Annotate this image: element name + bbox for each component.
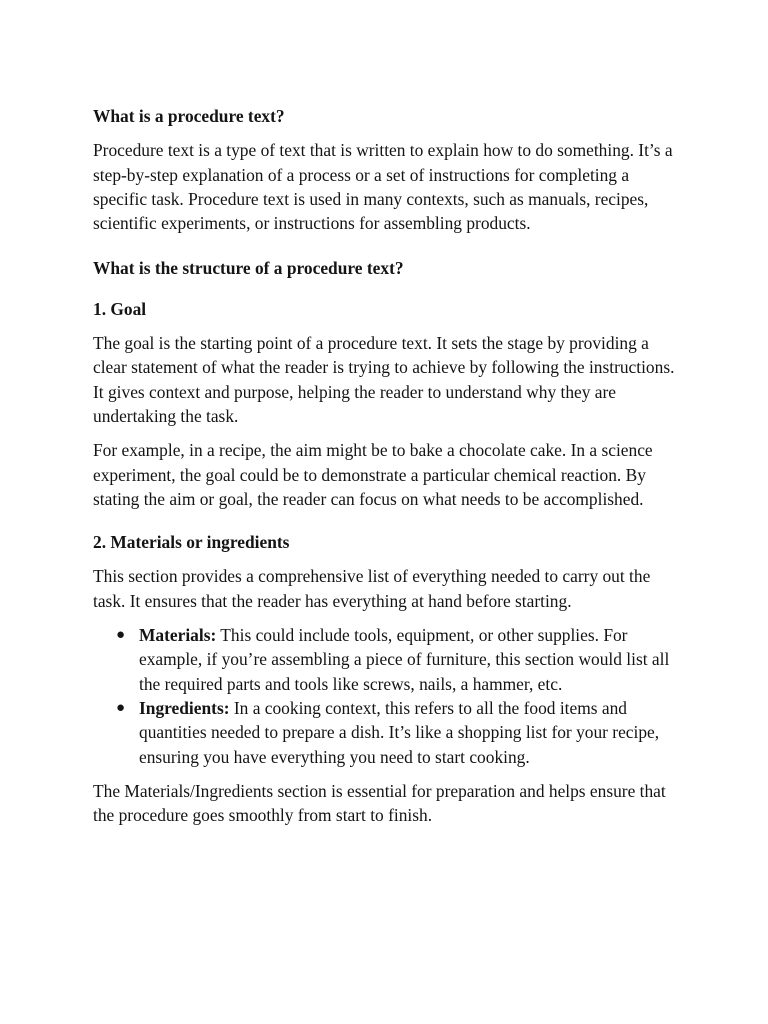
heading-materials: 2. Materials or ingredients	[93, 532, 290, 553]
heading-what-is-procedure-text: What is a procedure text?	[93, 106, 285, 126]
paragraph-intro: Procedure text is a type of text that is written to explain how to do something. It’s a step-by-step explanation of a process or a set of instructions for completing a specific task. Procedure text is used in many contexts, such as manuals, recipes, scientific experiments, or instructions for assembling products.	[93, 140, 673, 234]
list-item	[93, 696, 683, 769]
bullet-term-materials: Materials:	[139, 625, 217, 646]
bullet-icon: ●	[116, 699, 126, 716]
document-body	[93, 104, 683, 837]
list-item	[93, 623, 683, 696]
heading-structure: What is the structure of a procedure text?	[93, 258, 404, 279]
paragraph-goal-example: For example, in a recipe, the aim might be to bake a chocolate cake. In a science experiment, the goal could be to demonstrate a particular chemical reaction. By stating the aim or goal, the reader can focus on what needs to be accomplished.	[93, 440, 653, 509]
bullet-text-materials: This could include tools, equipment, or other supplies. For example, if you’re assembling a piece of furniture, this section would list all the required parts and tools like screws, nails, a hammer, etc.	[139, 625, 670, 694]
paragraph-materials-intro: This section provides a comprehensive list of everything needed to carry out the task. It ensures that the reader has everything at hand before starting.	[93, 566, 651, 611]
bullet-icon: ●	[116, 627, 126, 644]
paragraph-goal-definition: The goal is the starting point of a procedure text. It sets the stage by providing a clear statement of what the reader is trying to achieve by following the instructions. It gives context and purpose, helping the reader to understand why they are undertaking the task.	[93, 333, 675, 426]
paragraph-materials-summary: The Materials/Ingredients section is essential for preparation and helps ensure that the procedure goes smoothly from start to finish.	[93, 780, 666, 826]
bullet-term-ingredients: Ingredients:	[139, 697, 230, 718]
heading-goal: 1. Goal	[93, 298, 147, 319]
materials-bullet-list	[93, 623, 683, 769]
bullet-text-ingredients: In a cooking context, this refers to all the food items and quantities needed to prepare a dish. It’s like a shopping list for your recipe, ensuring you have everything you need to start cooking.	[139, 697, 660, 767]
